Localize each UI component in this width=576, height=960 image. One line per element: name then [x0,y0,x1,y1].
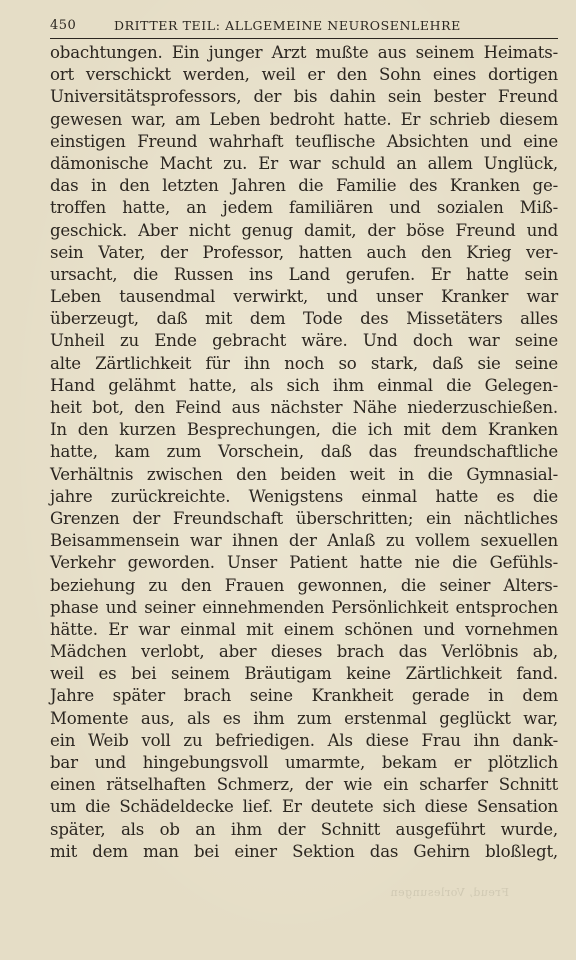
text-line: bar und hingebungsvoll umarmte, bekam er plötzlich [50,753,558,772]
text-line: das in den letzten Jahren die Familie des Kranken ge- [50,176,558,196]
running-head: DRITTER TEIL: ALLGEMEINE NEUROSENLEHRE [114,18,461,33]
text-line: alte Zärtlichkeit für ihn noch so stark, daß sie seine [50,353,558,373]
text-line: Beisammensein war ihnen der Anlaß zu vollem sexuellen [50,531,558,551]
text-line: sein Vater, der Professor, hatten auch den Krieg ver- [50,242,558,262]
text-line: Leben tausendmal verwirkt, und unser Kranker war [50,287,558,307]
text-line: ein Weib voll zu befriedigen. Als diese Frau ihn dank- [50,730,558,750]
text-line: ursacht, die Russen ins Land gerufen. Er hatte sein [50,264,558,284]
text-line: Hand gelähmt hatte, als sich ihm einmal die Gelegen- [50,375,558,395]
text-line: phase und seiner einnehmenden Persönlichkeit entsprochen [50,597,558,617]
text-line: einstigen Freund wahrhaft teuflische Absichten und eine [50,131,558,151]
text-line: Momente aus, als es ihm zum erstenmal geglückt war, [50,708,558,728]
text-line: überzeugt, daß mit dem Tode des Missetäters alles [50,309,558,329]
page-header [50,16,558,38]
page-number: 450 [50,18,77,33]
text-line: ort verschickt werden, weil er den Sohn eines dortigen [50,65,558,85]
text-line: Verhältnis zwischen den beiden weit in die Gymnasial- [50,464,558,484]
text-line: Jahre später brach seine Krankheit gerade in dem [50,686,558,706]
text-line: mit dem man bei einer Sektion das Gehirn bloßlegt, [50,841,558,861]
text-line: Mädchen verlobt, aber dieses brach das Verlöbnis ab, [50,642,558,662]
body-text [50,42,558,863]
text-line: Grenzen der Freundschaft überschritten; ein nächtliches [50,508,558,528]
text-line: hatte, kam zum Vorschein, daß das freundschaftliche [50,442,558,462]
text-line: Verkehr geworden. Unser Patient hatte nie die Gefühls- [50,553,558,573]
text-line: dämonische Macht zu. Er war schuld an allem Unglück, [50,153,558,173]
text-line: troffen hatte, an jedem familiären und sozialen Miß- [50,198,558,218]
text-line: Universitätsprofessors, der bis dahin sein bester Freund [50,87,558,107]
text-line: jahre zurückreichte. Wenigstens einmal hatte es die [50,486,558,506]
text-line: um die Schädeldecke lief. Er deutete sich diese Sensation [50,797,558,817]
text-line: weil es bei seinem Bräutigam keine Zärtlichkeit fand. [50,664,558,684]
header-rule [50,38,558,39]
bleed-through-text: Freud, Vorlesungen [390,886,509,899]
text-line: Unheil zu Ende gebracht wäre. Und doch war seine [50,331,558,351]
text-line: geschick. Aber nicht genug damit, der böse Freund und [50,220,558,240]
text-line: einen rätselhaften Schmerz, der wie ein scharfer Schnitt [50,775,558,795]
text-line: In den kurzen Besprechungen, die ich mit dem Kranken [50,420,558,440]
text-line: beziehung zu den Frauen gewonnen, die seiner Alters- [50,575,558,595]
text-line: heit bot, den Feind aus nächster Nähe niederzuschießen. [50,398,558,417]
text-line: obachtungen. Ein junger Arzt mußte aus seinem Heimats- [50,43,558,62]
text-line: hätte. Er war einmal mit einem schönen und vornehmen [50,619,558,639]
text-line: gewesen war, am Leben bedroht hatte. Er schrieb diesem [50,109,558,129]
text-line: später, als ob an ihm der Schnitt ausgeführt wurde, [50,819,558,839]
